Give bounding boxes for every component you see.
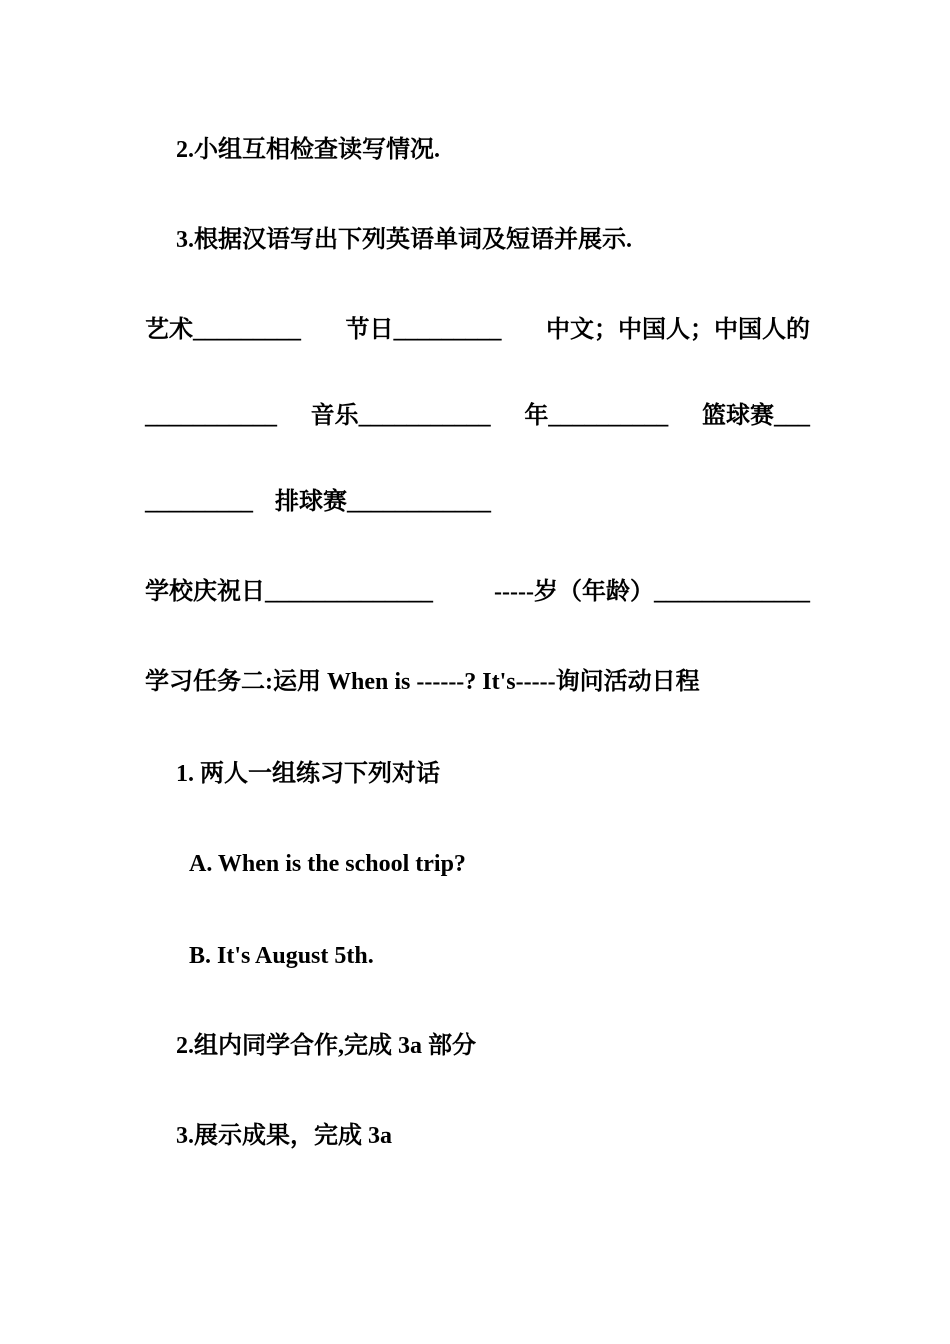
task2-item-group-work: 2.组内同学合作,完成 3a 部分 bbox=[176, 1033, 476, 1059]
vocab-basketball-game-blank: 篮球赛___ bbox=[701, 403, 810, 429]
dialog-line-b: B. It's August 5th. bbox=[189, 943, 374, 969]
vocab-music-blank: 音乐___________ bbox=[310, 403, 491, 429]
vocab-art-blank: 艺术_________ bbox=[145, 317, 301, 343]
vocab-chinese-label: 中文；中国人；中国人的 bbox=[546, 317, 810, 343]
vocab-year-blank: 年__________ bbox=[524, 403, 669, 429]
vocab-row-2 bbox=[145, 400, 810, 432]
vocab-row-4 bbox=[145, 576, 810, 608]
vocab-row-3 bbox=[145, 486, 810, 518]
vocab-festival-blank: 节日_________ bbox=[345, 317, 502, 343]
instruction-check-reading-writing: 2.小组互相检查读写情况. bbox=[176, 137, 440, 163]
task2-item-pair-practice: 1. 两人一组练习下列对话 bbox=[176, 761, 440, 787]
task2-heading: 学习任务二:运用 When is ------? It's-----询问活动日程 bbox=[145, 669, 700, 695]
vocab-basketball-game-blank-cont: _________ bbox=[145, 489, 253, 515]
vocab-chinese-blank: ___________ bbox=[145, 403, 277, 429]
instruction-write-english-words: 3.根据汉语写出下列英语单词及短语并展示. bbox=[176, 227, 632, 253]
vocab-school-day-blank: 学校庆祝日______________ bbox=[145, 579, 433, 605]
vocab-row-1 bbox=[145, 314, 810, 346]
vocab-years-old-blank: -----岁（年龄）_____________ bbox=[494, 579, 810, 605]
task2-item-show-results: 3.展示成果，完成 3a bbox=[176, 1123, 392, 1149]
dialog-line-a: A. When is the school trip? bbox=[189, 851, 466, 877]
vocab-volleyball-game-blank: 排球赛____________ bbox=[275, 489, 491, 515]
